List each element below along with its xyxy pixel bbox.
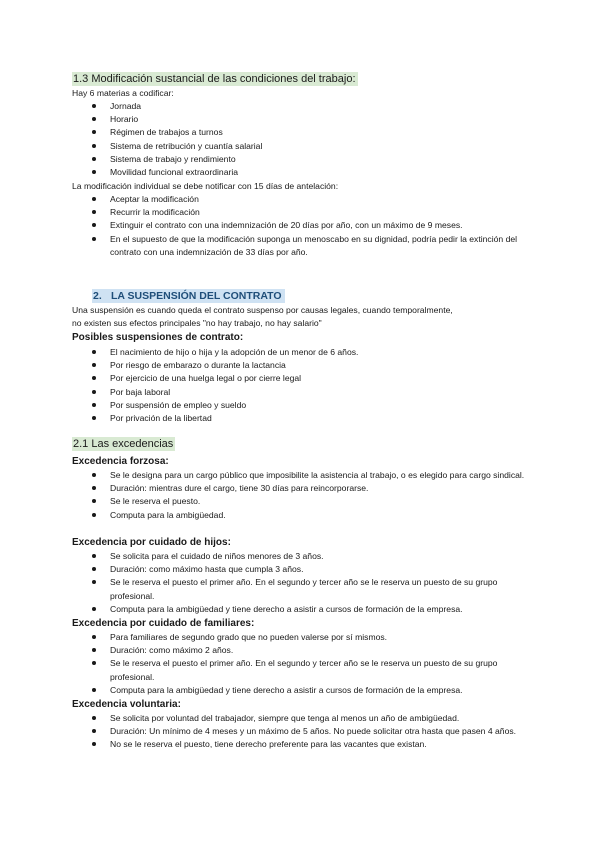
list-item: El nacimiento de hijo o hija y la adopción de un menor de 6 años.	[92, 346, 532, 359]
list-item: Extinguir el contrato con una indemnización de 20 días por año, con un máximo de 9 meses.	[92, 219, 532, 232]
voluntaria-heading: Excedencia voluntaria:	[72, 699, 181, 710]
bullet-icon	[92, 130, 96, 134]
suspension-definition-line1: Una suspensión es cuando queda el contrato suspenso por causas legales, cuando temporalmente,	[72, 305, 453, 315]
list-item: Aceptar la modificación	[92, 193, 532, 206]
bullet-icon	[92, 716, 96, 720]
list-item: No se le reserva el puesto, tiene derecho preferente para las vacantes que existan.	[92, 738, 532, 751]
bullet-icon	[92, 473, 96, 477]
bullet-icon	[92, 567, 96, 571]
list-item: Computa para la ambigüedad y tiene derecho a asistir a cursos de formación de la empresa.	[92, 684, 532, 697]
bullet-icon	[92, 580, 96, 584]
section-number: 2.	[93, 290, 102, 302]
hijos-heading: Excedencia por cuidado de hijos:	[72, 537, 231, 548]
list-item: Recurrir la modificación	[92, 206, 532, 219]
bullet-icon	[92, 729, 96, 733]
bullet-icon	[92, 210, 96, 214]
list-item: Se solicita por voluntad del trabajador, siempre que tenga al menos un año de ambigüedad.	[92, 712, 532, 725]
materias-list	[92, 100, 532, 179]
section-2-1-heading: 2.1 Las excedencias	[73, 438, 174, 450]
bullet-icon	[92, 390, 96, 394]
list-item: Régimen de trabajos a turnos	[92, 126, 532, 139]
bullet-icon	[92, 742, 96, 746]
opciones-list	[92, 193, 532, 259]
materias-intro: Hay 6 materias a codificar:	[72, 88, 174, 98]
list-item: Jornada	[92, 100, 532, 113]
bullet-icon	[92, 157, 96, 161]
bullet-icon	[92, 688, 96, 692]
bullet-icon	[92, 661, 96, 665]
suspension-definition-line2: no existen sus efectos principales "no hay trabajo, no hay salario"	[72, 318, 322, 328]
bullet-icon	[92, 648, 96, 652]
list-item: Duración: como máximo 2 años.	[92, 644, 532, 657]
list-item: Duración: como máximo hasta que cumpla 3 años.	[92, 563, 532, 576]
bullet-icon	[92, 403, 96, 407]
bullet-icon	[92, 376, 96, 380]
bullet-icon	[92, 554, 96, 558]
forzosa-list	[92, 469, 532, 522]
bullet-icon	[92, 144, 96, 148]
bullet-icon	[92, 170, 96, 174]
list-item: Duración: mientras dure el cargo, tiene 30 días para reincorporarse.	[92, 482, 532, 495]
list-item: Se solicita para el cuidado de niños menores de 3 años.	[92, 550, 532, 563]
bullet-icon	[92, 416, 96, 420]
bullet-icon	[92, 223, 96, 227]
list-item: Horario	[92, 113, 532, 126]
list-item: Computa para la ambigüedad y tiene derecho a asistir a cursos de formación de la empresa.	[92, 603, 532, 616]
familiares-heading: Excedencia por cuidado de familiares:	[72, 618, 255, 629]
bullet-icon	[92, 197, 96, 201]
posibles-heading: Posibles suspensiones de contrato:	[72, 332, 244, 343]
section-2-heading	[92, 289, 285, 303]
list-item: En el supuesto de que la modificación suponga un menoscabo en su dignidad, podría pedir la extinción del contrato con una indemnización de 33 días por año.	[92, 233, 532, 259]
list-item: Para familiares de segundo grado que no pueden valerse por sí mismos.	[92, 631, 532, 644]
list-item: Computa para la ambigüedad.	[92, 509, 532, 522]
bullet-icon	[92, 513, 96, 517]
section-title: LA SUSPENSIÓN DEL CONTRATO	[111, 290, 282, 302]
bullet-icon	[92, 350, 96, 354]
hijos-list	[92, 550, 532, 616]
list-item: Sistema de retribución y cuantía salarial	[92, 140, 532, 153]
section-1-3-heading: 1.3 Modificación sustancial de las condiciones del trabajo:	[73, 73, 356, 85]
bullet-icon	[92, 635, 96, 639]
list-item: Por privación de la libertad	[92, 412, 532, 425]
forzosa-heading: Excedencia forzosa:	[72, 456, 169, 467]
list-item: Se le reserva el puesto el primer año. En el segundo y tercer año se le reserva un puesto de su grupo profesional.	[92, 576, 532, 602]
bullet-icon	[92, 363, 96, 367]
list-item: Por riesgo de embarazo o durante la lactancia	[92, 359, 532, 372]
bullet-icon	[92, 486, 96, 490]
bullet-icon	[92, 104, 96, 108]
list-item: Se le reserva el puesto el primer año. En el segundo y tercer año se le reserva un puesto de su grupo profesional.	[92, 657, 532, 683]
list-item: Sistema de trabajo y rendimiento	[92, 153, 532, 166]
bullet-icon	[92, 117, 96, 121]
list-item: Se le reserva el puesto.	[92, 495, 532, 508]
voluntaria-list	[92, 712, 532, 752]
list-item: Se le designa para un cargo público que imposibilite la asistencia al trabajo, o es elegido para cargo sindical.	[92, 469, 532, 482]
familiares-list	[92, 631, 532, 697]
list-item: Por baja laboral	[92, 386, 532, 399]
notificacion-text: La modificación individual se debe notificar con 15 días de antelación:	[72, 181, 339, 191]
posibles-list	[92, 346, 532, 425]
list-item: Por suspensión de empleo y sueldo	[92, 399, 532, 412]
list-item: Por ejercicio de una huelga legal o por cierre legal	[92, 372, 532, 385]
list-item: Movilidad funcional extraordinaria	[92, 166, 532, 179]
bullet-icon	[92, 237, 96, 241]
bullet-icon	[92, 499, 96, 503]
bullet-icon	[92, 607, 96, 611]
list-item: Duración: Un mínimo de 4 meses y un máximo de 5 años. No puede solicitar otra hasta que pasen 4 años.	[92, 725, 532, 738]
